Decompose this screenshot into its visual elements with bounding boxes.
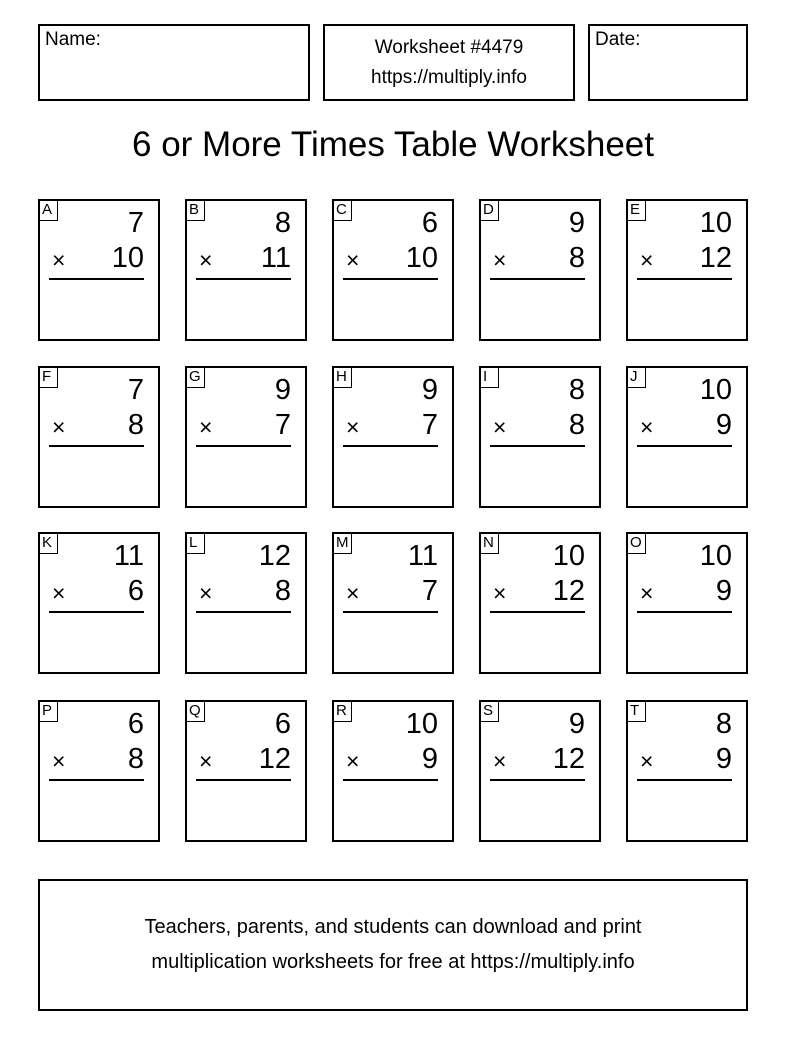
multiplicand: 10	[699, 207, 732, 239]
problem-letter: G	[185, 366, 205, 388]
problem-letter: K	[38, 532, 58, 554]
problem-letter: P	[38, 700, 58, 722]
multiplier: 12	[552, 575, 585, 607]
multiplier: 10	[405, 242, 438, 274]
multiply-sign: ×	[199, 580, 213, 606]
problem-letter: C	[332, 199, 352, 221]
problem-box[interactable]	[38, 532, 160, 674]
answer-line	[49, 278, 144, 280]
multiplicand: 10	[552, 540, 585, 572]
problem-box[interactable]	[38, 199, 160, 341]
answer-line	[637, 278, 732, 280]
multiplicand: 12	[258, 540, 291, 572]
problem-letter: A	[38, 199, 58, 221]
problem-box[interactable]	[185, 366, 307, 508]
problem-letter: H	[332, 366, 352, 388]
problem-box[interactable]	[38, 700, 160, 842]
problem-letter: N	[479, 532, 499, 554]
multiplier: 8	[127, 743, 144, 775]
multiplier: 6	[127, 575, 144, 607]
date-field[interactable]	[588, 24, 748, 101]
multiply-sign: ×	[346, 247, 360, 273]
multiplier: 7	[421, 575, 438, 607]
answer-line	[490, 779, 585, 781]
multiplier: 11	[260, 242, 291, 274]
multiplicand: 6	[421, 207, 438, 239]
problem-box[interactable]	[479, 366, 601, 508]
problem-letter: M	[332, 532, 352, 554]
multiplicand: 10	[699, 540, 732, 572]
problem-box[interactable]	[626, 366, 748, 508]
multiplicand: 11	[113, 540, 144, 572]
multiplier: 8	[274, 575, 291, 607]
answer-line	[490, 278, 585, 280]
problem-letter: D	[479, 199, 499, 221]
multiplicand: 6	[274, 708, 291, 740]
multiply-sign: ×	[493, 247, 507, 273]
multiplicand: 10	[699, 374, 732, 406]
problem-letter: O	[626, 532, 646, 554]
multiply-sign: ×	[493, 414, 507, 440]
multiplier: 12	[699, 242, 732, 274]
multiplicand: 7	[127, 207, 144, 239]
problem-box[interactable]	[626, 700, 748, 842]
answer-line	[49, 445, 144, 447]
multiplier: 10	[111, 242, 144, 274]
multiply-sign: ×	[346, 748, 360, 774]
multiply-sign: ×	[493, 748, 507, 774]
multiplicand: 9	[568, 708, 585, 740]
answer-line	[343, 278, 438, 280]
answer-line	[343, 445, 438, 447]
problem-box[interactable]	[626, 532, 748, 674]
multiplicand: 8	[715, 708, 732, 740]
multiply-sign: ×	[640, 580, 654, 606]
worksheet-url: https://multiply.info	[371, 67, 527, 88]
multiplicand: 9	[274, 374, 291, 406]
multiplier: 9	[715, 409, 732, 441]
problem-letter: L	[185, 532, 205, 554]
answer-line	[196, 779, 291, 781]
multiply-sign: ×	[199, 748, 213, 774]
footer-note	[38, 879, 748, 1011]
problem-box[interactable]	[626, 199, 748, 341]
answer-line	[637, 445, 732, 447]
problem-box[interactable]	[332, 366, 454, 508]
worksheet-info	[323, 24, 575, 101]
answer-line	[637, 779, 732, 781]
problem-box[interactable]	[38, 366, 160, 508]
multiply-sign: ×	[52, 414, 66, 440]
answer-line	[196, 611, 291, 613]
answer-line	[490, 445, 585, 447]
multiplier: 12	[258, 743, 291, 775]
multiply-sign: ×	[52, 580, 66, 606]
multiplicand: 9	[421, 374, 438, 406]
answer-line	[196, 278, 291, 280]
name-field[interactable]	[38, 24, 310, 101]
multiply-sign: ×	[640, 247, 654, 273]
multiplier: 8	[568, 409, 585, 441]
problem-letter: Q	[185, 700, 205, 722]
multiplicand: 9	[568, 207, 585, 239]
multiply-sign: ×	[640, 414, 654, 440]
problem-letter: T	[626, 700, 646, 722]
multiplicand: 10	[405, 708, 438, 740]
problem-box[interactable]	[185, 199, 307, 341]
footer-line-1: Teachers, parents, and students can download and print	[144, 916, 642, 938]
date-label: Date:	[595, 29, 641, 50]
multiplicand: 8	[568, 374, 585, 406]
answer-line	[196, 445, 291, 447]
multiplicand: 6	[127, 708, 144, 740]
multiply-sign: ×	[493, 580, 507, 606]
problem-letter: J	[626, 366, 646, 388]
multiplicand: 8	[274, 207, 291, 239]
page-title: 6 or More Times Table Worksheet	[132, 125, 654, 164]
worksheet-number: Worksheet #4479	[374, 37, 524, 58]
multiplicand: 7	[127, 374, 144, 406]
multiplier: 8	[568, 242, 585, 274]
multiply-sign: ×	[346, 414, 360, 440]
answer-line	[343, 779, 438, 781]
multiplier: 7	[421, 409, 438, 441]
problem-box[interactable]	[185, 700, 307, 842]
problem-letter: F	[38, 366, 58, 388]
answer-line	[490, 611, 585, 613]
problem-letter: R	[332, 700, 352, 722]
problem-letter: I	[479, 366, 499, 388]
multiplier: 8	[127, 409, 144, 441]
multiply-sign: ×	[640, 748, 654, 774]
multiplier: 12	[552, 743, 585, 775]
answer-line	[49, 779, 144, 781]
problem-box[interactable]	[185, 532, 307, 674]
answer-line	[637, 611, 732, 613]
problem-box[interactable]	[479, 700, 601, 842]
problem-box[interactable]	[479, 199, 601, 341]
problem-letter: S	[479, 700, 499, 722]
multiply-sign: ×	[199, 414, 213, 440]
problem-box[interactable]	[332, 199, 454, 341]
name-label: Name:	[45, 29, 101, 50]
multiplier: 9	[715, 743, 732, 775]
answer-line	[343, 611, 438, 613]
multiply-sign: ×	[346, 580, 360, 606]
problem-letter: E	[626, 199, 646, 221]
problem-box[interactable]	[332, 532, 454, 674]
multiply-sign: ×	[52, 247, 66, 273]
problem-box[interactable]	[479, 532, 601, 674]
multiply-sign: ×	[199, 247, 213, 273]
multiplier: 7	[274, 409, 291, 441]
problem-box[interactable]	[332, 700, 454, 842]
multiplier: 9	[421, 743, 438, 775]
multiply-sign: ×	[52, 748, 66, 774]
multiplicand: 11	[407, 540, 438, 572]
problem-letter: B	[185, 199, 205, 221]
footer-line-2: multiplication worksheets for free at https://multiply.info	[151, 951, 635, 973]
answer-line	[49, 611, 144, 613]
multiplier: 9	[715, 575, 732, 607]
